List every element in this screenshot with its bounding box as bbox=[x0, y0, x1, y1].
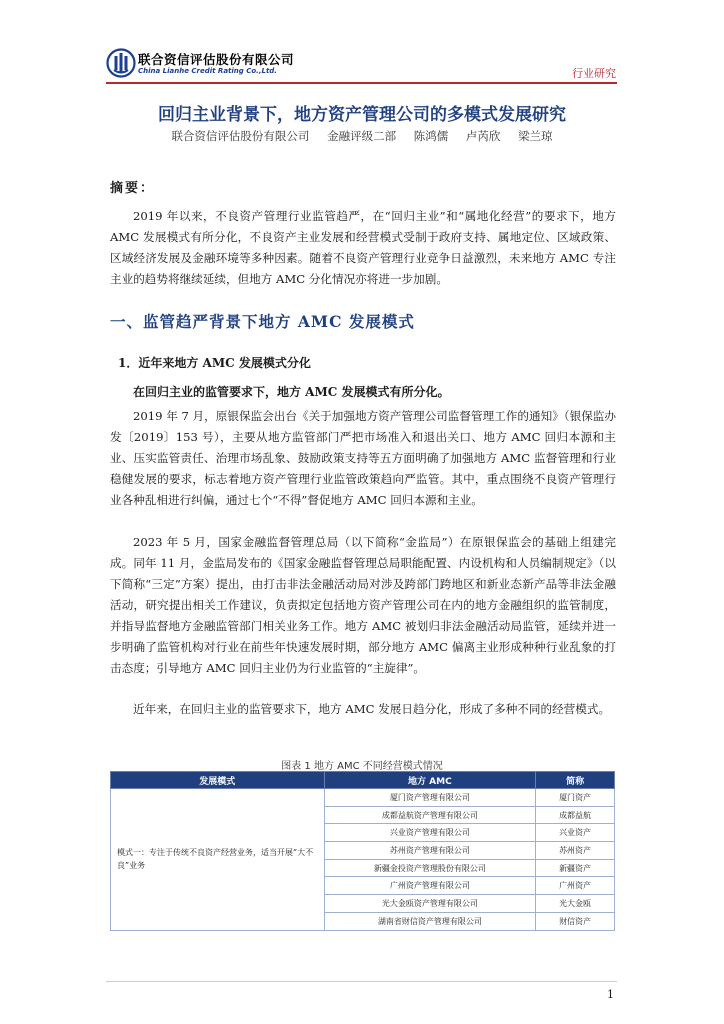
amc-cell: 兴业资产管理有限公司 bbox=[324, 824, 536, 842]
abstract-text: 2019 年以来，不良资产管理行业监管趋严，在“回归主业”和“属地化经营”的要求下，地方 AMC 发展模式有所分化，不良资产主业发展和经营模式受制于政府支持、属地定位、区域政策、区域经济发展及金融环境等多种因素。随着不良资产管理行业竞争日益激烈，未来地方 AMC 专注主业的趋势将继续延续，但地方 AMC 分化情况亦将进一步加剧。 bbox=[110, 209, 616, 286]
amc-cell: 成都益航资产管理有限公司 bbox=[324, 806, 536, 824]
mode-cell: 模式一：专注于传统不良资产经营业务，适当开展“大不良”业务 bbox=[111, 789, 325, 931]
amc-cell: 湖南省财信资产管理有限公司 bbox=[324, 912, 536, 930]
author-line bbox=[0, 128, 724, 144]
table-header-row bbox=[111, 772, 615, 789]
amc-cell: 厦门资产管理有限公司 bbox=[324, 789, 536, 807]
author-name: 梁兰琼 bbox=[518, 129, 553, 143]
abstract-label: 摘要： bbox=[110, 181, 156, 196]
header-short: 简称 bbox=[536, 772, 615, 789]
subsection-heading: 1．近年来地方 AMC 发展模式分化 bbox=[118, 356, 311, 370]
key-statement: 在回归主业的监管要求下，地方 AMC 发展模式有所分化。 bbox=[133, 385, 450, 399]
amc-cell: 苏州资产管理有限公司 bbox=[324, 842, 536, 860]
amc-mode-table bbox=[110, 771, 615, 931]
short-cell: 厦门资产 bbox=[536, 789, 615, 807]
short-cell: 兴业资产 bbox=[536, 824, 615, 842]
short-cell: 苏州资产 bbox=[536, 842, 615, 860]
short-cell: 成都益航 bbox=[536, 806, 615, 824]
body-paragraph: 2019 年 7 月，原银保监会出台《关于加强地方资产管理公司监督管理工作的通知》（银保监办发〔2019〕153 号），主要从地方监管部门严把市场准入和退出关口、地方 AMC 回归本源和主业、压实监管责任、治理市场乱象、鼓励政策支持等五方面明确了加强地方 AMC 监督管理和行业稳健发展的要求，标志着地方资产管理行业监管政策趋向严监管。其中，重点围绕不良资产管理行业各种乱相进行纠偏，通过七个“不得”督促地方 AMC 回归本源和主业。 bbox=[110, 409, 616, 507]
section-heading: 一、监管趋严背景下地方 AMC 发展模式 bbox=[110, 312, 415, 331]
author-org: 联合资信评估股份有限公司 bbox=[171, 129, 310, 143]
company-name-cn: 联合资信评估股份有限公司 bbox=[138, 52, 295, 67]
lianhe-logo-icon bbox=[106, 48, 136, 78]
amc-cell: 光大金瓯资产管理有限公司 bbox=[324, 895, 536, 913]
short-cell: 新疆资产 bbox=[536, 859, 615, 877]
short-cell: 光大金瓯 bbox=[536, 895, 615, 913]
author-dept: 金融评级二部 bbox=[327, 129, 397, 143]
body-paragraph: 近年来，在回归主业的监管要求下，地方 AMC 发展日趋分化，形成了多种不同的经营模式。 bbox=[133, 702, 611, 716]
author-name: 陈鸿儒 bbox=[413, 129, 449, 143]
short-cell: 财信资产 bbox=[536, 912, 615, 930]
author-name: 卢芮欣 bbox=[465, 129, 501, 143]
header-divider bbox=[106, 82, 617, 84]
page-number: 1 bbox=[607, 988, 614, 1001]
doc-type-label: 行业研究 bbox=[572, 67, 616, 80]
footer-divider bbox=[106, 981, 617, 982]
company-name-en: China Lianhe Credit Rating Co.,Ltd. bbox=[138, 67, 277, 75]
header-mode: 发展模式 bbox=[111, 772, 325, 789]
header-amc: 地方 AMC bbox=[324, 772, 536, 789]
amc-cell: 广州资产管理有限公司 bbox=[324, 877, 536, 895]
page-header bbox=[0, 0, 724, 90]
body-paragraph: 2023 年 5 月，国家金融监督管理总局（以下简称“金监局”）在原银保监会的基础上组建完成。同年 11 月，金监局发布的《国家金融监督管理总局职能配置、内设机构和人员编制规定》（以下简称“三定”方案）提出，由打击非法金融活动局对涉及跨部门跨地区和新业态新产品等非法金融活动，研究提出相关工作建议，负责拟定包括地方资产管理公司在内的地方金融组织的监管制度，并指导监督地方金融监管部门相关业务工作。地方 AMC 被划归非法金融活动局监管，延续并进一步明确了监管机构对行业在前些年快速发展时期，部分地方 AMC 偏离主业形成种种行业乱象的打击态度；引导地方 AMC 回归主业仍为行业监管的“主旋律”。 bbox=[110, 535, 616, 675]
table-row bbox=[111, 789, 615, 807]
amc-cell: 新疆金投资产管理股份有限公司 bbox=[324, 859, 536, 877]
short-cell: 广州资产 bbox=[536, 877, 615, 895]
table-caption: 图表 1 地方 AMC 不同经营模式情况 bbox=[281, 761, 443, 772]
page-title: 回归主业背景下，地方资产管理公司的多模式发展研究 bbox=[158, 105, 566, 125]
